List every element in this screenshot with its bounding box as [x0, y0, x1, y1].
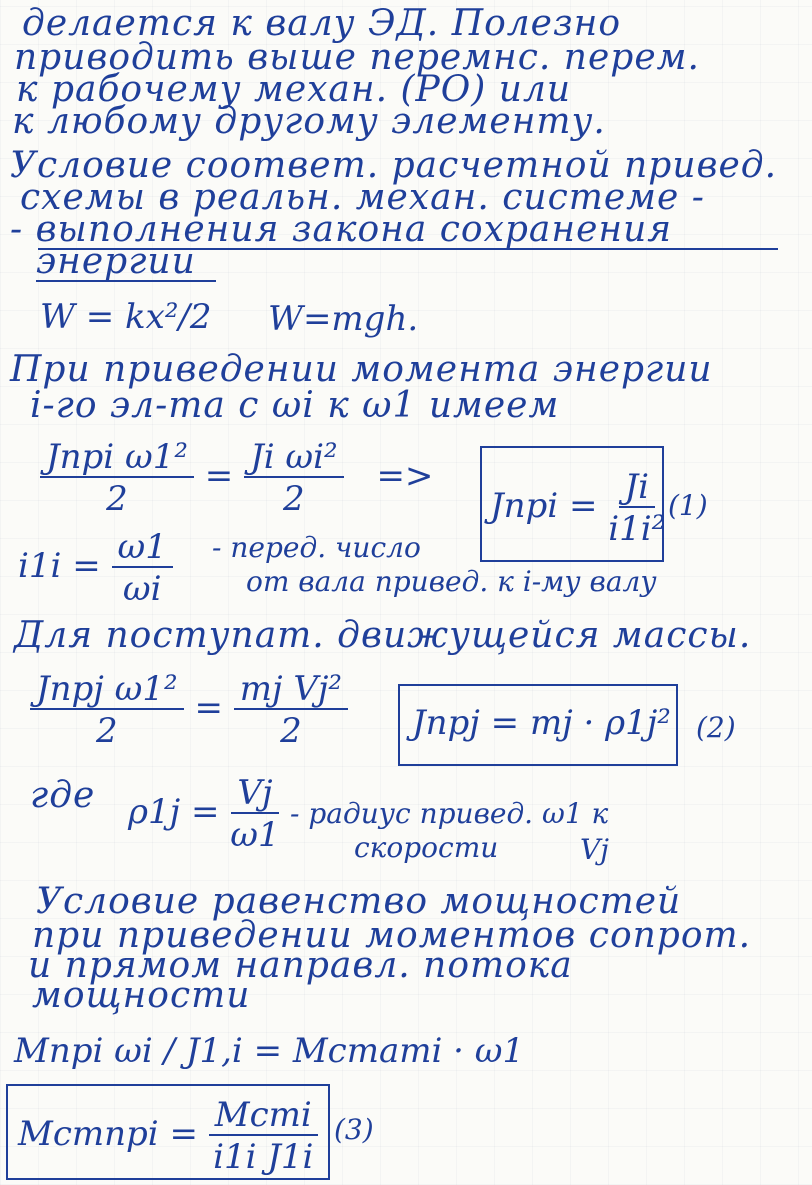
ratio-formula — [18, 527, 173, 609]
box1-num: Ji — [619, 470, 656, 508]
velocity-vj: Vj — [580, 833, 609, 866]
text-line-13: Для поступат. движущейся массы. — [14, 615, 752, 656]
text-line-18: при приведении моментов сопрот. — [32, 915, 752, 956]
text-line-1: делается к валу ЭД. Полезно — [22, 3, 622, 44]
kinetic-left: $\frac{\text{Jпрi ω1²}}{2}$ = $\frac{\text{Ji ωi²}}{2}$ => — [40, 440, 433, 516]
mass-left-num: Jпрj ω1² — [30, 672, 184, 710]
mass-right-den: 2 — [280, 711, 302, 751]
gear-ratio-label: - перед. число — [212, 531, 421, 564]
text-line-12: от вала привед. к i-му валу — [246, 565, 657, 598]
ratio-den: ωi — [122, 569, 162, 609]
text-line-8: энергии — [36, 241, 196, 282]
mass-left-den: 2 — [96, 711, 118, 751]
rho-formula — [128, 773, 280, 855]
text-line-10: i-го эл-та с ωi к ω1 имеем — [30, 385, 560, 426]
text-line-7: - выполнения закона сохранения — [10, 209, 673, 250]
text-line-15: - радиус привед. ω1 к — [290, 797, 609, 830]
tag-1: (1) — [668, 489, 708, 522]
power-equation: Mпрi ωi / J1,i = Mстатi · ω1 — [14, 1031, 525, 1071]
text-line-6: схемы в реальн. механ. системе - — [20, 177, 705, 218]
box-formula-3 — [6, 1084, 330, 1180]
tag-2: (2) — [696, 711, 736, 744]
ratio-lhs: i1i = — [18, 546, 101, 586]
kinetic-right-den: 2 — [283, 479, 305, 519]
underline-energy — [36, 280, 216, 282]
text-line-20: мощности — [32, 975, 251, 1016]
tag-3: (3) — [334, 1113, 374, 1146]
box3-den: i1i J1i — [213, 1137, 314, 1177]
text-line-2: приводить выше перемнс. перем. — [14, 37, 700, 78]
rho-den: ω1 — [230, 815, 280, 855]
box2-formula: Jпрj = mj · ρ1j² — [412, 703, 671, 743]
ratio-num: ω1 — [112, 530, 173, 568]
implies-arrow: => — [376, 456, 434, 496]
text-line-5: Условие соответ. расчетной привед. — [10, 145, 778, 186]
mass-equation: $\frac{\text{Jпрj ω1²}}{2}$ = $\frac{\text{mj Vj²}}{2}$ — [30, 672, 348, 748]
text-line-19: и прямом направл. потока — [28, 945, 573, 986]
box1-den: i1i² — [608, 509, 666, 549]
rho-num: Vj — [231, 776, 278, 814]
text-line-17: Условие равенство мощностей — [36, 881, 682, 922]
box1-lhs: Jпрi = — [490, 486, 598, 526]
kinetic-right-num: Ji ωi² — [244, 440, 344, 478]
text-line-3: к рабочему механ. (РО) или — [16, 69, 572, 110]
text-line-4: к любому другому элементу. — [12, 101, 606, 142]
formula-spring: W = kx²/2 — [40, 297, 212, 337]
text-line-9: При приведении момента энергии — [10, 349, 713, 390]
kinetic-left-num: Jпрi ω1² — [40, 440, 194, 478]
formula-gravity: W=mgh. — [268, 299, 419, 339]
text-line-16: скорости — [354, 831, 499, 864]
mass-right-num: mj Vj² — [234, 672, 348, 710]
box3-lhs: Mстпрi = — [18, 1114, 198, 1154]
box3-num: Mстi — [209, 1098, 318, 1136]
kinetic-left-den: 2 — [106, 479, 128, 519]
rho-lhs: ρ1j = — [128, 792, 220, 832]
box-formula-2 — [398, 684, 678, 766]
box-formula-1 — [480, 446, 664, 562]
text-line-14: где — [30, 775, 96, 816]
